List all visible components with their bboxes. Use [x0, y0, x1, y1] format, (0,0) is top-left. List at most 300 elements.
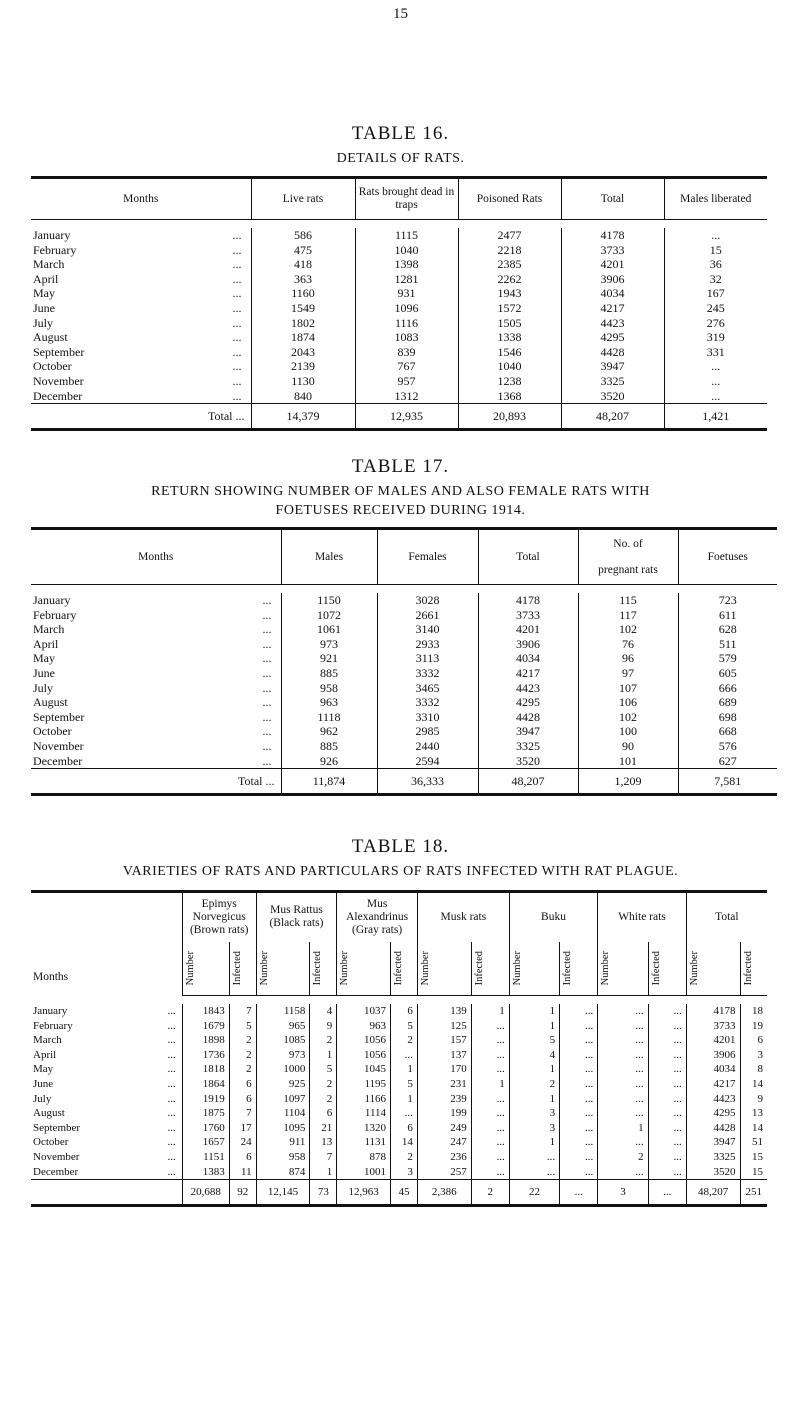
value-cell: 4295 — [478, 695, 578, 710]
value-cell: 7 — [310, 1150, 337, 1165]
month-cell — [31, 1019, 182, 1034]
total-cell: 48,207 — [686, 1180, 740, 1206]
value-cell: 958 — [256, 1150, 310, 1165]
col-header: Total — [478, 529, 578, 585]
value-cell: ... — [648, 1165, 686, 1180]
value-cell: 15 — [664, 243, 767, 258]
month-cell — [31, 608, 281, 623]
table-row — [31, 695, 777, 710]
month-cell — [31, 228, 251, 243]
month-label: November — [33, 1150, 80, 1163]
value-cell: 1001 — [337, 1165, 391, 1180]
value-cell: 331 — [664, 345, 767, 360]
value-cell: ... — [560, 1092, 598, 1107]
total-cell: 14,379 — [251, 404, 355, 430]
value-cell: ... — [648, 1077, 686, 1092]
month-label: November — [33, 373, 84, 388]
leader-dots: ... — [167, 1077, 176, 1090]
month-cell — [31, 316, 251, 331]
value-cell: 3332 — [377, 695, 478, 710]
value-cell: 2262 — [458, 272, 561, 287]
month-cell — [31, 637, 281, 652]
total-cell: 7,581 — [678, 769, 777, 795]
value-cell: 1096 — [355, 301, 458, 316]
col-header: Rats brought dead in traps — [355, 178, 458, 220]
value-cell: 1130 — [251, 374, 355, 389]
value-cell: 1000 — [256, 1062, 310, 1077]
value-cell: ... — [391, 1106, 418, 1121]
value-cell: 5 — [391, 1077, 418, 1092]
value-cell: 1150 — [281, 593, 377, 608]
value-cell: 2 — [598, 1150, 648, 1165]
month-label: January — [33, 593, 71, 607]
value-cell: 107 — [578, 681, 678, 696]
value-cell: 1546 — [458, 345, 561, 360]
value-cell: 3 — [740, 1048, 767, 1063]
table-17-subtitle-line2: FOETUSES RECEIVED DURING 1914. — [275, 503, 526, 518]
value-cell: 2 — [391, 1150, 418, 1165]
total-cell: 12,935 — [355, 404, 458, 430]
value-cell: ... — [560, 1019, 598, 1034]
month-label: May — [33, 286, 55, 301]
table-16-title: TABLE 16. — [351, 123, 450, 144]
value-cell: ... — [391, 1048, 418, 1063]
group-header: Mus Alexandrinus (Gray rats) — [337, 892, 418, 942]
month-cell — [31, 593, 281, 608]
value-cell: 2440 — [377, 739, 478, 754]
table-row — [31, 666, 777, 681]
value-cell: 3325 — [561, 374, 664, 389]
table-row — [31, 1019, 767, 1034]
month-label: July — [33, 1092, 52, 1105]
month-label: November — [33, 738, 84, 753]
sub-header-infected: Infected — [742, 951, 754, 986]
leader-dots: ... — [262, 636, 272, 651]
value-cell: 1072 — [281, 608, 377, 623]
value-cell: 4178 — [478, 593, 578, 608]
col-header: Females — [377, 529, 478, 585]
month-cell — [31, 286, 251, 301]
value-cell: 1037 — [337, 1004, 391, 1019]
value-cell: 4034 — [478, 651, 578, 666]
month-cell — [31, 272, 251, 287]
value-cell: 2043 — [251, 345, 355, 360]
table-row — [31, 622, 777, 637]
month-label: September — [33, 1121, 81, 1134]
month-label: October — [33, 724, 72, 739]
table-row — [31, 1135, 767, 1150]
value-cell: 2 — [229, 1033, 256, 1048]
value-cell: 1 — [509, 1004, 559, 1019]
value-cell: 276 — [664, 316, 767, 331]
value-cell: ... — [560, 1121, 598, 1136]
value-cell: 1657 — [182, 1135, 229, 1150]
value-cell: 698 — [678, 710, 777, 725]
value-cell: 963 — [281, 695, 377, 710]
total-cell: 1,209 — [578, 769, 678, 795]
sub-header — [182, 942, 229, 996]
leader-dots: ... — [232, 286, 242, 301]
value-cell: ... — [471, 1048, 509, 1063]
value-cell: ... — [560, 1165, 598, 1180]
total-cell: 12,145 — [256, 1180, 310, 1206]
month-cell — [31, 724, 281, 739]
month-label: December — [33, 1165, 79, 1178]
col-header: Months — [31, 178, 251, 220]
value-cell: ... — [598, 1033, 648, 1048]
value-cell: 4178 — [686, 1004, 740, 1019]
value-cell: 15 — [740, 1150, 767, 1165]
value-cell: ... — [471, 1019, 509, 1034]
value-cell: 3325 — [478, 739, 578, 754]
month-cell — [31, 1165, 182, 1180]
value-cell: 3 — [509, 1121, 559, 1136]
month-cell — [31, 301, 251, 316]
value-cell: 1158 — [256, 1004, 310, 1019]
table-row — [31, 1165, 767, 1180]
value-cell: 4034 — [561, 286, 664, 301]
value-cell: 1195 — [337, 1077, 391, 1092]
value-cell: 51 — [740, 1135, 767, 1150]
value-cell: 139 — [417, 1004, 471, 1019]
value-cell: ... — [648, 1019, 686, 1034]
value-cell: 3325 — [686, 1150, 740, 1165]
sub-header — [337, 942, 391, 996]
value-cell: 839 — [355, 345, 458, 360]
spacer-row — [31, 585, 777, 594]
value-cell: 2 — [509, 1077, 559, 1092]
value-cell: 199 — [417, 1106, 471, 1121]
value-cell: 1045 — [337, 1062, 391, 1077]
total-cell: 22 — [509, 1180, 559, 1206]
value-cell: 6 — [229, 1077, 256, 1092]
value-cell: 3465 — [377, 681, 478, 696]
leader-dots: ... — [167, 1005, 176, 1017]
value-cell: ... — [471, 1135, 509, 1150]
spacer-row — [31, 220, 767, 229]
leader-dots: ... — [232, 330, 242, 345]
leader-dots: ... — [232, 344, 242, 359]
value-cell: 2 — [310, 1077, 337, 1092]
value-cell: 2139 — [251, 359, 355, 374]
value-cell: ... — [471, 1165, 509, 1180]
month-cell — [31, 1135, 182, 1150]
value-cell: ... — [664, 228, 767, 243]
value-cell: 4423 — [478, 681, 578, 696]
value-cell: ... — [664, 359, 767, 374]
value-cell: ... — [648, 1121, 686, 1136]
value-cell: 1320 — [337, 1121, 391, 1136]
value-cell: ... — [560, 1033, 598, 1048]
value-cell: 1281 — [355, 272, 458, 287]
value-cell: 5 — [229, 1019, 256, 1034]
value-cell: 1 — [310, 1165, 337, 1180]
month-cell — [31, 710, 281, 725]
value-cell: 885 — [281, 666, 377, 681]
value-cell: ... — [598, 1004, 648, 1019]
leader-dots: ... — [167, 1150, 176, 1163]
value-cell: 1875 — [182, 1106, 229, 1121]
value-cell: 3906 — [686, 1048, 740, 1063]
value-cell: 236 — [417, 1150, 471, 1165]
value-cell: 1572 — [458, 301, 561, 316]
value-cell: 15 — [740, 1165, 767, 1180]
value-cell: 6 — [391, 1004, 418, 1019]
sub-header — [686, 942, 740, 996]
value-cell: 666 — [678, 681, 777, 696]
col-header-line: No. of — [613, 537, 643, 550]
leader-dots: ... — [262, 753, 272, 768]
value-cell: 3310 — [377, 710, 478, 725]
value-cell: 101 — [578, 754, 678, 769]
value-cell: 1061 — [281, 622, 377, 637]
col-header — [578, 529, 678, 585]
value-cell: 1818 — [182, 1062, 229, 1077]
month-label: May — [33, 1063, 54, 1076]
value-cell: 4217 — [478, 666, 578, 681]
sub-header — [740, 942, 767, 996]
sub-header-number: Number — [419, 951, 431, 986]
value-cell: 628 — [678, 622, 777, 637]
table-row — [31, 389, 767, 404]
value-cell: 840 — [251, 389, 355, 404]
value-cell: 4423 — [561, 316, 664, 331]
leader-dots: ... — [232, 409, 245, 424]
value-cell: 13 — [740, 1106, 767, 1121]
value-cell: ... — [471, 1106, 509, 1121]
value-cell: 7 — [229, 1106, 256, 1121]
total-cell: 20,688 — [182, 1180, 229, 1206]
leader-dots: ... — [167, 1136, 176, 1149]
value-cell: 1 — [509, 1019, 559, 1034]
month-cell — [31, 374, 251, 389]
value-cell: 106 — [578, 695, 678, 710]
total-cell: 48,207 — [561, 404, 664, 430]
value-cell: 1 — [471, 1004, 509, 1019]
sub-header — [509, 942, 559, 996]
month-cell — [31, 389, 251, 404]
value-cell: 1802 — [251, 316, 355, 331]
value-cell: 97 — [578, 666, 678, 681]
table-row — [31, 286, 767, 301]
table-row — [31, 1150, 767, 1165]
leader-dots: ... — [167, 1121, 176, 1134]
month-label: September — [33, 709, 85, 724]
value-cell: 5 — [310, 1062, 337, 1077]
value-cell: 1919 — [182, 1092, 229, 1107]
value-cell: 1097 — [256, 1092, 310, 1107]
value-cell: ... — [648, 1048, 686, 1063]
value-cell: 4428 — [561, 345, 664, 360]
value-cell: 963 — [337, 1019, 391, 1034]
value-cell: ... — [648, 1150, 686, 1165]
leader-dots: ... — [167, 1092, 176, 1105]
value-cell: 4 — [509, 1048, 559, 1063]
leader-dots: ... — [232, 388, 242, 403]
value-cell: 4201 — [686, 1033, 740, 1048]
table-row — [31, 345, 767, 360]
table-row — [31, 681, 777, 696]
value-cell: ... — [648, 1106, 686, 1121]
table-row — [31, 228, 767, 243]
table-row — [31, 651, 777, 666]
leader-dots: ... — [232, 242, 242, 257]
table-16 — [31, 176, 767, 431]
leader-dots: ... — [167, 1034, 176, 1047]
month-label: April — [33, 1048, 57, 1061]
sub-header — [648, 942, 686, 996]
total-cell: 73 — [310, 1180, 337, 1206]
value-cell: 137 — [417, 1048, 471, 1063]
value-cell: 1549 — [251, 301, 355, 316]
value-cell: 363 — [251, 272, 355, 287]
sub-header — [391, 942, 418, 996]
table-row — [31, 257, 767, 272]
leader-dots: ... — [262, 607, 272, 622]
month-cell — [31, 1077, 182, 1092]
value-cell: 668 — [678, 724, 777, 739]
value-cell: ... — [471, 1121, 509, 1136]
value-cell: 4217 — [686, 1077, 740, 1092]
value-cell: ... — [598, 1135, 648, 1150]
table-16-subtitle: DETAILS OF RATS. — [336, 151, 465, 166]
table-row — [31, 1092, 767, 1107]
value-cell: 1398 — [355, 257, 458, 272]
value-cell: 239 — [417, 1092, 471, 1107]
month-label: February — [33, 242, 77, 257]
leader-dots: ... — [262, 774, 275, 789]
value-cell: 9 — [310, 1019, 337, 1034]
value-cell: 4 — [310, 1004, 337, 1019]
value-cell: 3140 — [377, 622, 478, 637]
total-cell: 92 — [229, 1180, 256, 1206]
value-cell: 4178 — [561, 228, 664, 243]
value-cell: 100 — [578, 724, 678, 739]
value-cell: 611 — [678, 608, 777, 623]
value-cell: 1238 — [458, 374, 561, 389]
leader-dots: ... — [262, 622, 272, 637]
month-cell — [31, 1106, 182, 1121]
value-cell: 511 — [678, 637, 777, 652]
value-cell: 4295 — [686, 1106, 740, 1121]
sub-header-number: Number — [184, 951, 196, 986]
sub-header-number: Number — [339, 951, 351, 986]
group-header: Total — [686, 892, 767, 942]
value-cell: 96 — [578, 651, 678, 666]
value-cell: 1166 — [337, 1092, 391, 1107]
total-label-cell — [31, 769, 281, 795]
value-cell: 2 — [229, 1048, 256, 1063]
value-cell: 32 — [664, 272, 767, 287]
total-row — [31, 404, 767, 430]
value-cell: 3947 — [561, 359, 664, 374]
value-cell: 2594 — [377, 754, 478, 769]
month-cell — [31, 330, 251, 345]
sub-header — [598, 942, 648, 996]
group-header: White rats — [598, 892, 686, 942]
month-label: June — [33, 300, 55, 315]
value-cell: ... — [560, 1004, 598, 1019]
month-label: February — [33, 1019, 73, 1032]
value-cell: 8 — [740, 1062, 767, 1077]
value-cell: 6 — [310, 1106, 337, 1121]
sub-header-infected: Infected — [393, 951, 405, 986]
value-cell: 1 — [509, 1062, 559, 1077]
value-cell: 257 — [417, 1165, 471, 1180]
month-label: March — [33, 1034, 62, 1047]
table-row — [31, 1106, 767, 1121]
value-cell: 115 — [578, 593, 678, 608]
value-cell: 6 — [229, 1150, 256, 1165]
table-row — [31, 608, 777, 623]
table-17-subtitle-line1: RETURN SHOWING NUMBER OF MALES AND ALSO FEMALE RATS WITH — [151, 484, 650, 499]
month-label: March — [33, 622, 65, 637]
table-row — [31, 1004, 767, 1019]
col-header: Males — [281, 529, 377, 585]
leader-dots: ... — [232, 300, 242, 315]
value-cell: 102 — [578, 622, 678, 637]
table-18-title: TABLE 18. — [351, 836, 450, 857]
month-label: August — [33, 1107, 65, 1120]
month-label: October — [33, 359, 72, 374]
value-cell: 2477 — [458, 228, 561, 243]
value-cell: 1116 — [355, 316, 458, 331]
value-cell: 3733 — [561, 243, 664, 258]
value-cell: 957 — [355, 374, 458, 389]
month-cell — [31, 243, 251, 258]
value-cell: 2 — [229, 1062, 256, 1077]
total-row — [31, 769, 777, 795]
value-cell: 767 — [355, 359, 458, 374]
value-cell: 102 — [578, 710, 678, 725]
value-cell: 1104 — [256, 1106, 310, 1121]
table-row — [31, 1062, 767, 1077]
value-cell: 2985 — [377, 724, 478, 739]
table-row — [31, 724, 777, 739]
value-cell: ... — [509, 1150, 559, 1165]
month-cell — [31, 1121, 182, 1136]
value-cell: 475 — [251, 243, 355, 258]
leader-dots: ... — [262, 724, 272, 739]
value-cell: 6 — [229, 1092, 256, 1107]
value-cell: 6 — [391, 1121, 418, 1136]
value-cell: 1114 — [337, 1106, 391, 1121]
value-cell: 1056 — [337, 1048, 391, 1063]
value-cell: 4217 — [561, 301, 664, 316]
value-cell: 605 — [678, 666, 777, 681]
value-cell: 958 — [281, 681, 377, 696]
value-cell: 1 — [509, 1135, 559, 1150]
value-cell: ... — [560, 1135, 598, 1150]
table-row — [31, 359, 767, 374]
value-cell: ... — [664, 389, 767, 404]
value-cell: 1 — [471, 1077, 509, 1092]
col-header: Total — [561, 178, 664, 220]
value-cell: 2 — [310, 1092, 337, 1107]
value-cell: 1383 — [182, 1165, 229, 1180]
col-header: Foetuses — [678, 529, 777, 585]
month-label: April — [33, 271, 59, 286]
month-label: August — [33, 330, 68, 345]
leader-dots: ... — [232, 257, 242, 272]
spacer-cell — [31, 585, 777, 594]
value-cell: 19 — [740, 1019, 767, 1034]
value-cell: 1 — [509, 1092, 559, 1107]
total-cell: ... — [560, 1180, 598, 1206]
month-label: April — [33, 636, 59, 651]
month-cell — [31, 754, 281, 769]
value-cell: 723 — [678, 593, 777, 608]
